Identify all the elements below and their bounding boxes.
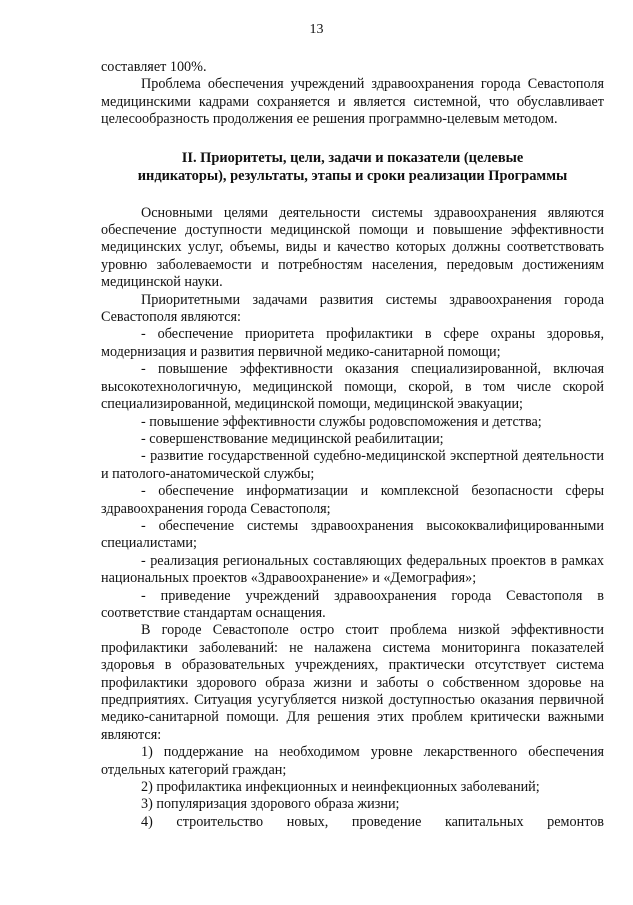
section-paragraphs	[101, 205, 604, 832]
paragraph: Приоритетными задачами развития системы здравоохранения города Севастополя являются:	[101, 291, 604, 326]
paragraph: - обеспечение системы здравоохранения высококвалифицированными специалистами;	[101, 517, 604, 552]
paragraph: - развитие государственной судебно-медицинской экспертной деятельности и патолого-анатомической службы;	[101, 448, 604, 482]
paragraph: 3) популяризация здорового образа жизни;	[141, 796, 400, 813]
document-body	[101, 59, 604, 831]
paragraph: - повышение эффективности службы родовспоможения и детства;	[141, 413, 542, 430]
paragraph: Основными целями деятельности системы здравоохранения являются обеспечение доступности медицинской помощи и повышение эффективности медицинских услуг, объемы, виды и качество которых должны соответствовать уровню заболеваемости и потребностям населения, передовым достижениям медицинской науки.	[101, 204, 604, 291]
section-heading-line-2: индикаторы), результаты, этапы и сроки реализации Программы	[137, 167, 568, 184]
paragraph: - повышение эффективности оказания специализированной, включая высокотехнологичную, медицинской помощи, скорой, в том числе скорой специализированной, медицинской помощи, медицинской эвакуации;	[101, 361, 604, 413]
page-number: 13	[309, 22, 324, 37]
paragraph: - приведение учреждений здравоохранения города Севастополя в соответствие стандартам оснащения.	[101, 587, 604, 621]
paragraph: В городе Севастополе остро стоит проблема низкой эффективности профилактики заболеваний: не налажена система мониторинга показателей здоровья в образовательных учреждениях, практически отсутствует система профилактики здорового образа жизни и заботы о собственном здоровье на предприятиях. Ситуация усугубляется низкой доступностью оказания первичной медико-санитарной помощи. Для решения этих проблем критически важными являются:	[101, 622, 604, 743]
intro-paragraphs	[101, 59, 604, 129]
paragraph: - обеспечение приоритета профилактики в сфере охраны здоровья, модернизация и развития первичной медико-санитарной помощи;	[101, 326, 604, 360]
paragraph: - совершенствование медицинской реабилитации;	[141, 430, 444, 447]
paragraph: 2) профилактика инфекционных и неинфекционных заболеваний;	[141, 779, 540, 796]
paragraph: Проблема обеспечения учреждений здравоохранения города Севастополя медицинскими кадрами сохраняется и является системной, что обуславливает целесообразность продолжения ее решения программно-целевым методом.	[101, 76, 604, 128]
section-heading-line-1: II. Приоритеты, цели, задачи и показатели (целевые	[181, 149, 524, 166]
paragraph: - обеспечение информатизации и комплексной безопасности сферы здравоохранения города Севастополя;	[101, 483, 604, 517]
paragraph: 1) поддержание на необходимом уровне лекарственного обеспечения отдельных категорий граждан;	[101, 744, 604, 778]
section-heading	[101, 149, 604, 185]
paragraph: 4) строительство новых, проведение капитальных ремонтов	[141, 813, 604, 830]
paragraph: составляет 100%.	[101, 59, 207, 75]
paragraph: - реализация региональных составляющих федеральных проектов в рамках национальных проектов «Здравоохранение» и «Демография»;	[101, 552, 604, 587]
